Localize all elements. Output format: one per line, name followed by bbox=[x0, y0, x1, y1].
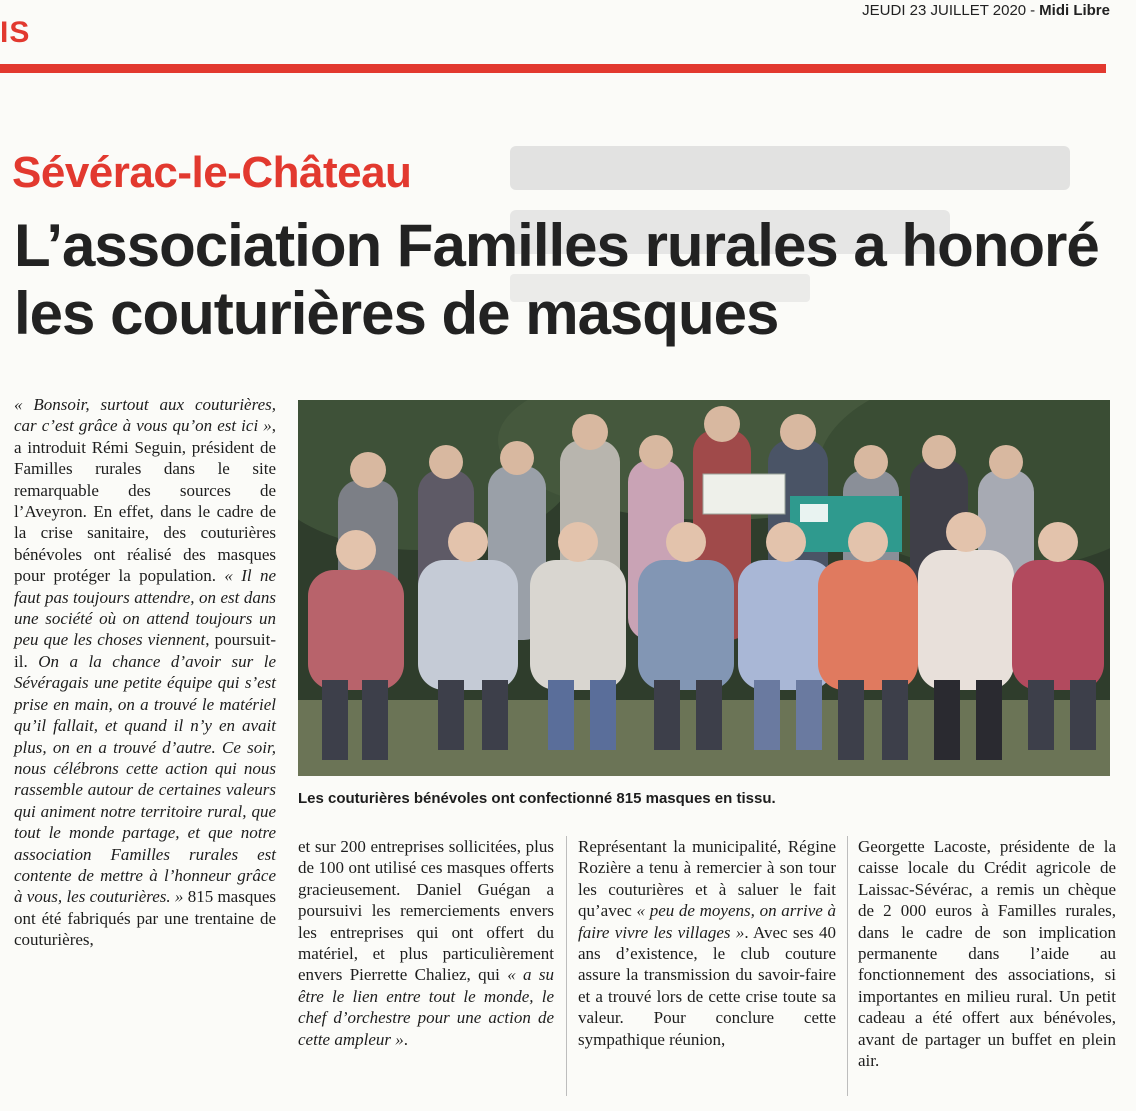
text-run: Georgette Lacoste, présidente de la caisse locale du Crédit agricole de Laissac-Sévérac, a remis un chèque de 2 000 euros à Familles rurales, dans le cadre de son implication permanente dans l’aide au fonctionnement des associations, si importantes en milieu rural. Un petit cadeau a été offert aux bénévoles, avant de partager un buffet en plein air. bbox=[858, 837, 1116, 1071]
column-4-text bbox=[858, 836, 1116, 1071]
quote: « peu de moyens, on arrive à faire vivre les villages » bbox=[578, 901, 836, 942]
column-divider bbox=[847, 836, 848, 1096]
column-divider bbox=[566, 836, 567, 1096]
text-run: , a introduit Rémi Seguin, président de Familles rurales dans le site remarquable des sources de l’Aveyron. En effet, dans le cadre de la crise sanitaire, des couturières bénévoles ont réalisé des masques pour protéger la population. bbox=[14, 416, 276, 586]
text-run: 815 masques ont été fabriqués par une trentaine de couturières, bbox=[14, 887, 276, 950]
text-run: , poursuit-il. bbox=[14, 630, 276, 671]
header-rule bbox=[0, 64, 1106, 73]
text-run: Représentant la municipalité, Régine Rozière a tenu à remercier à son tour les couturières et à saluer le fait qu’avec bbox=[578, 837, 836, 921]
quote: « Bonsoir, surtout aux couturières, car c’est grâce à vous qu’on est ici » bbox=[14, 395, 276, 436]
quote: « Il ne faut pas toujours attendre, on est dans une société où on attend toujours un peu que les choses viennent bbox=[14, 566, 276, 650]
group-photo-illustration bbox=[298, 400, 1110, 776]
article-column-4 bbox=[858, 836, 1116, 1071]
text-run: et sur 200 entreprises sollicitées, plus de 100 ont utilisé ces masques offerts gracieusement. Daniel Guégan a poursuivi les remerciements envers les entreprises qui ont offert du matériel, et plus particulièrement envers Pierrette Chaliez, qui bbox=[298, 837, 554, 985]
text-run: . bbox=[403, 1029, 408, 1049]
page-header bbox=[862, 2, 1110, 19]
article-kicker: Sévérac-le-Château bbox=[12, 148, 412, 197]
photo-caption: Les couturières bénévoles ont confectionné 815 masques en tissu. bbox=[298, 790, 776, 807]
quote: « a su être le lien entre tout le monde, le chef d’orchestre pour une action de cette ampleur » bbox=[298, 965, 554, 1049]
text-run: . Avec ses 40 ans d’existence, le club couture assure la transmission du savoir-faire et a trouvé lors de cette crise toute sa valeur. Pour conclure cette sympathique réunion, bbox=[578, 922, 836, 1049]
article-column-1 bbox=[14, 394, 276, 951]
newspaper-name: Midi Libre bbox=[1039, 2, 1110, 19]
column-2-text bbox=[298, 836, 554, 1050]
header-separator: - bbox=[1030, 2, 1036, 19]
quote: On a la chance d’avoir sur le Sévéragais une petite équipe qui s’est prise en main, on a trouvé le matériel qu’il fallait, et quand il n’y en avait plus, on en a trouvé d’autre. Ce soir, nous célébrons cette action qui nous rassemble autour de certaines valeurs qui animent notre territoire rural, que tout le monde partage, et que notre association Familles rurales est contente de mettre à l’honneur grâce à vous, les couturières. » bbox=[14, 651, 276, 907]
article-column-2 bbox=[298, 836, 554, 1050]
article-headline: L’association Familles rurales a honoré les couturières de masques bbox=[14, 212, 1099, 347]
article-column-3 bbox=[578, 836, 836, 1050]
section-tag: IS bbox=[0, 16, 31, 49]
column-3-text bbox=[578, 836, 836, 1050]
publication-date: JEUDI 23 JUILLET 2020 bbox=[862, 2, 1027, 19]
column-1-text bbox=[14, 394, 276, 951]
group-photo bbox=[298, 400, 1110, 776]
